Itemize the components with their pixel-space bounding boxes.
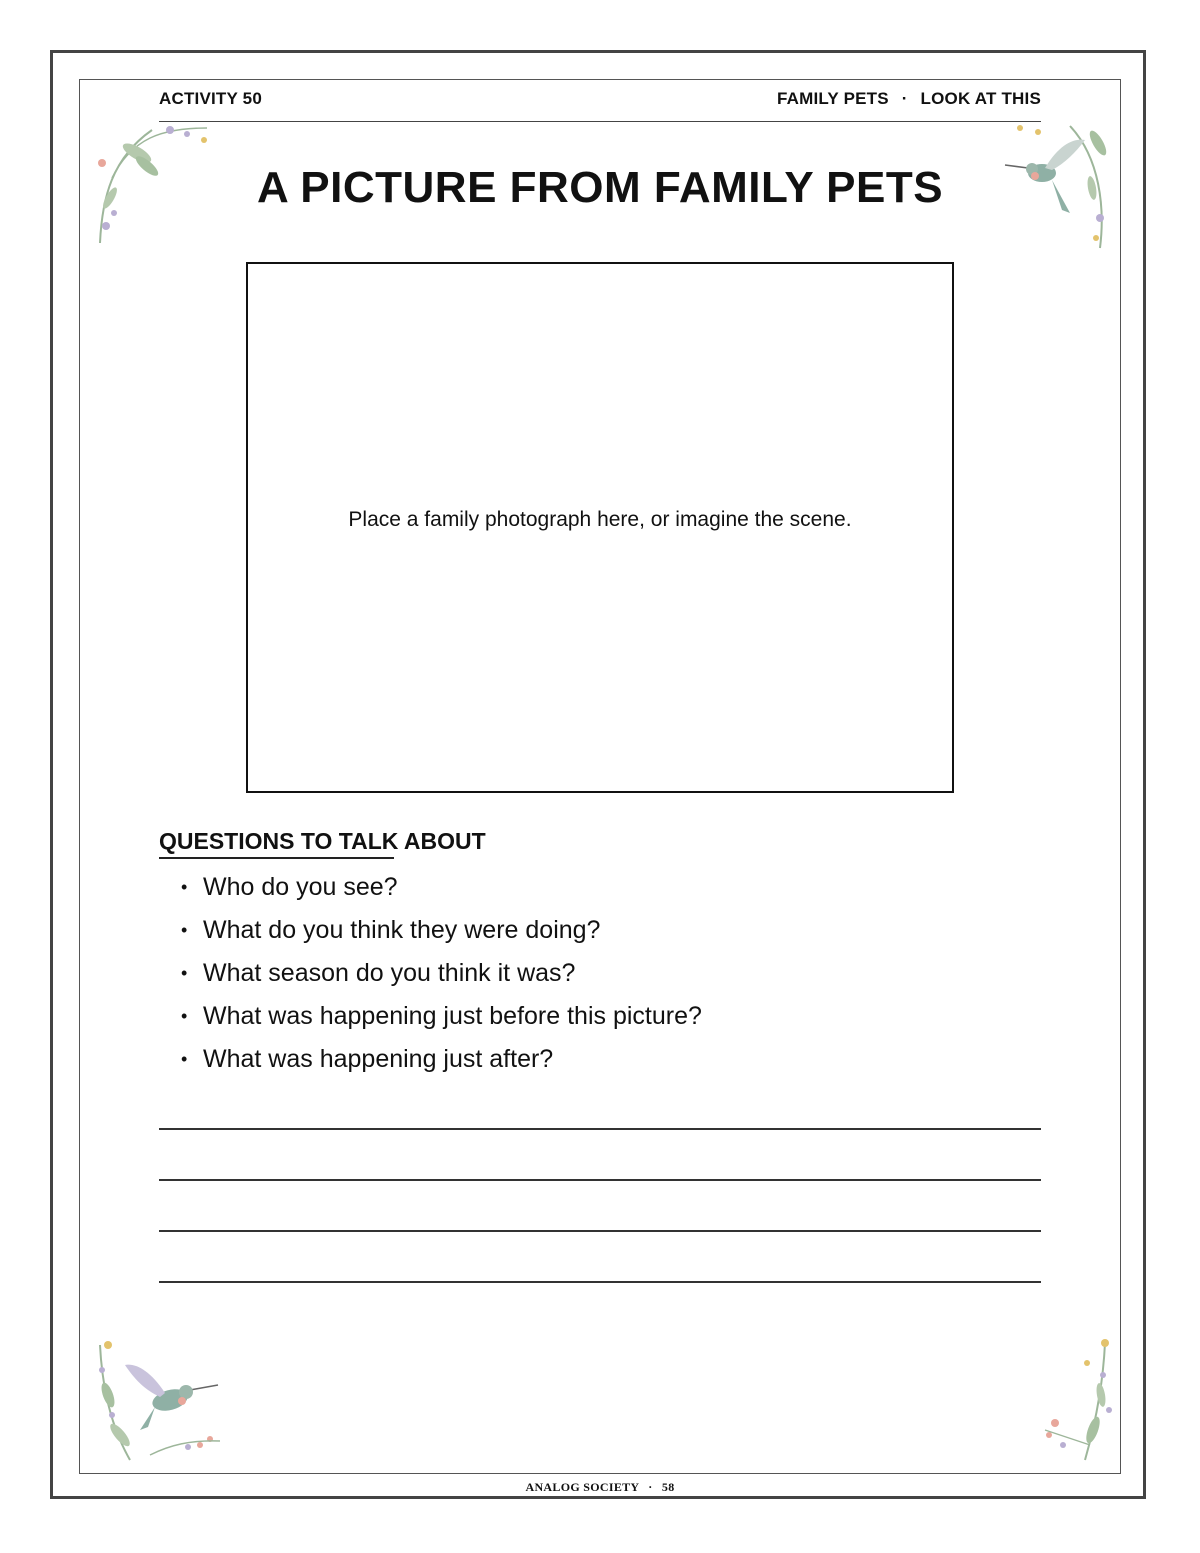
writing-line — [159, 1281, 1041, 1283]
activity-label: ACTIVITY 50 — [159, 89, 262, 108]
photo-placeholder-text: Place a family photograph here, or imagine the scene. — [348, 507, 852, 531]
bullet-icon: • — [181, 920, 188, 940]
section-label: LOOK AT THIS — [920, 89, 1041, 108]
list-item — [181, 909, 702, 952]
question-text: What was happening just before this picture? — [203, 1002, 702, 1030]
list-item — [181, 1038, 702, 1081]
list-item — [181, 995, 702, 1038]
bullet-icon: • — [181, 1006, 188, 1026]
questions-list — [181, 866, 702, 1081]
writing-line — [159, 1128, 1041, 1130]
list-item — [181, 866, 702, 909]
question-text: What do you think they were doing? — [203, 916, 601, 944]
question-text: Who do you see? — [203, 873, 398, 901]
header-separator: · — [901, 89, 908, 108]
page-title: A PICTURE FROM FAMILY PETS — [256, 163, 944, 212]
bullet-icon: • — [181, 963, 188, 983]
questions-heading: QUESTIONS TO TALK ABOUT — [159, 828, 486, 854]
header-right — [777, 89, 1041, 109]
writing-line — [159, 1230, 1041, 1232]
photo-frame — [246, 262, 954, 793]
floral-sprig-icon — [1035, 1335, 1115, 1467]
category-label: FAMILY PETS — [777, 89, 889, 108]
hummingbird-icon — [90, 1335, 230, 1467]
bullet-icon: • — [181, 877, 188, 897]
list-item — [181, 952, 702, 995]
footer-brand: ANALOG SOCIETY — [525, 1480, 639, 1494]
bullet-icon: • — [181, 1049, 188, 1069]
page-footer — [0, 1480, 1200, 1495]
writing-line — [159, 1179, 1041, 1181]
header-rule — [159, 121, 1041, 122]
question-text: What was happening just after? — [203, 1045, 554, 1073]
page-number: 58 — [661, 1480, 675, 1494]
footer-separator: · — [648, 1480, 653, 1494]
question-text: What season do you think it was? — [203, 959, 576, 987]
questions-heading-underline — [159, 857, 394, 859]
